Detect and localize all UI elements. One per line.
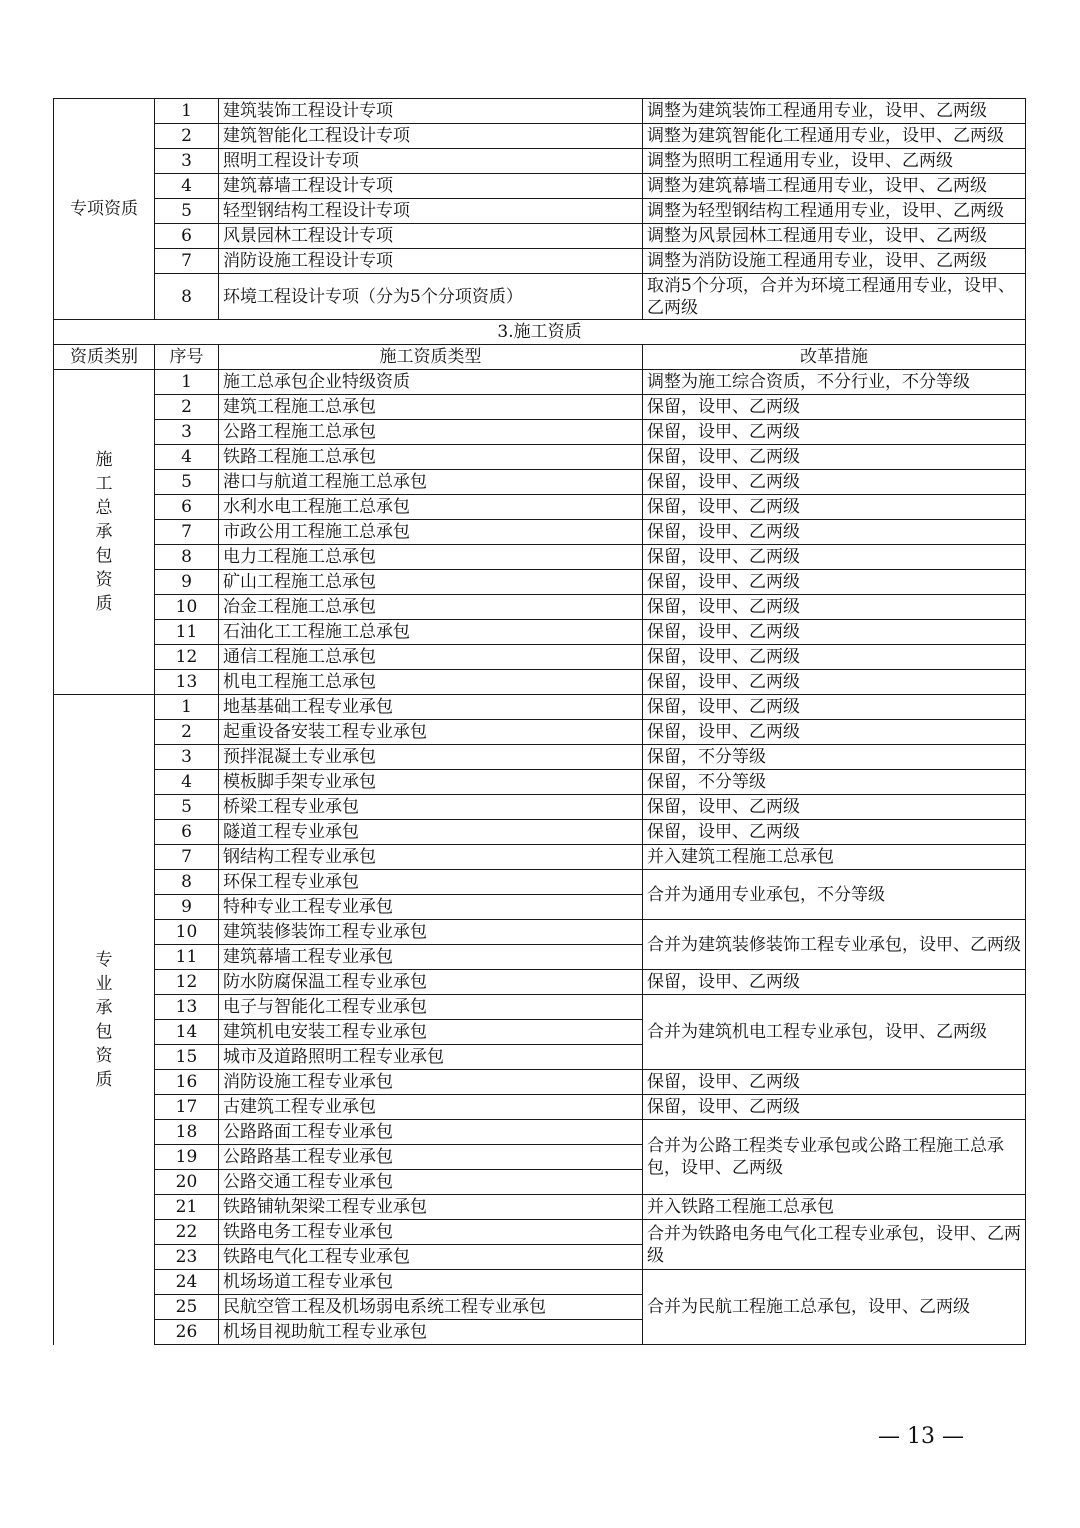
- category-cell: [54, 695, 155, 1345]
- table-row: [54, 870, 1026, 895]
- row-number: 12: [155, 645, 219, 670]
- reform-measure: 并入铁路工程施工总承包: [643, 1195, 1026, 1220]
- reform-measure: 保留，设甲、乙两级: [643, 970, 1026, 995]
- reform-measure: 合并为通用专业承包，不分等级: [643, 870, 1026, 920]
- category-cell: [54, 370, 155, 695]
- reform-measure: 保留，设甲、乙两级: [643, 570, 1026, 595]
- qualification-type: 水利水电工程施工总承包: [219, 495, 643, 520]
- row-number: 11: [155, 945, 219, 970]
- reform-measure: 取消5个分项，合并为环境工程通用专业，设甲、乙两级: [643, 274, 1026, 320]
- qualification-type: 桥梁工程专业承包: [219, 795, 643, 820]
- table-row: [54, 274, 1026, 320]
- reform-measure: 调整为消防设施工程通用专业，设甲、乙两级: [643, 249, 1026, 274]
- qualification-type: 建筑幕墙工程专业承包: [219, 945, 643, 970]
- table-row: [54, 249, 1026, 274]
- row-number: 1: [155, 370, 219, 395]
- table-row: [54, 570, 1026, 595]
- qualification-type: 冶金工程施工总承包: [219, 595, 643, 620]
- qualification-type: 地基基础工程专业承包: [219, 695, 643, 720]
- qualification-type: 民航空管工程及机场弱电系统工程专业承包: [219, 1295, 643, 1320]
- table-row: [54, 470, 1026, 495]
- header-row: [54, 345, 1026, 370]
- section-title: 3.施工资质: [54, 320, 1026, 345]
- row-number: 20: [155, 1170, 219, 1195]
- qualification-type: 机场目视助航工程专业承包: [219, 1320, 643, 1345]
- table-row: [54, 199, 1026, 224]
- reform-measure: 保留，设甲、乙两级: [643, 1070, 1026, 1095]
- row-number: 2: [155, 395, 219, 420]
- qualification-type: 钢结构工程专业承包: [219, 845, 643, 870]
- qualification-type: 铁路工程施工总承包: [219, 445, 643, 470]
- reform-measure: 保留，设甲、乙两级: [643, 470, 1026, 495]
- qualification-type: 防水防腐保温工程专业承包: [219, 970, 643, 995]
- section-title-row: [54, 320, 1026, 345]
- reform-measure: 调整为施工综合资质，不分行业，不分等级: [643, 370, 1026, 395]
- table-row: [54, 995, 1026, 1020]
- reform-measure: 保留，设甲、乙两级: [643, 545, 1026, 570]
- qualification-type: 消防设施工程专业承包: [219, 1070, 643, 1095]
- reform-measure: 合并为公路工程类专业承包或公路工程施工总承包，设甲、乙两级: [643, 1120, 1026, 1195]
- table-row: [54, 920, 1026, 945]
- row-number: 1: [155, 99, 219, 124]
- qualification-type: 建筑工程施工总承包: [219, 395, 643, 420]
- reform-measure: 保留，设甲、乙两级: [643, 645, 1026, 670]
- table-row: [54, 495, 1026, 520]
- table-row: [54, 670, 1026, 695]
- table-row: [54, 1220, 1026, 1245]
- table-row: [54, 99, 1026, 124]
- qualification-type: 模板脚手架专业承包: [219, 770, 643, 795]
- row-number: 17: [155, 1095, 219, 1120]
- row-number: 18: [155, 1120, 219, 1145]
- reform-measure: 保留，设甲、乙两级: [643, 695, 1026, 720]
- qualification-type: 环保工程专业承包: [219, 870, 643, 895]
- table-row: [54, 645, 1026, 670]
- table-row: [54, 795, 1026, 820]
- row-number: 5: [155, 795, 219, 820]
- reform-measure: 保留，设甲、乙两级: [643, 595, 1026, 620]
- table-row: [54, 174, 1026, 199]
- row-number: 7: [155, 520, 219, 545]
- reform-measure: 调整为建筑幕墙工程通用专业，设甲、乙两级: [643, 174, 1026, 199]
- table-row: [54, 1070, 1026, 1095]
- row-number: 7: [155, 249, 219, 274]
- qualification-type: 建筑机电安装工程专业承包: [219, 1020, 643, 1045]
- qualification-type: 起重设备安装工程专业承包: [219, 720, 643, 745]
- reform-measure: [643, 199, 1026, 224]
- qualification-type: 建筑智能化工程设计专项: [219, 124, 643, 149]
- qualification-type: 建筑装饰工程设计专项: [219, 99, 643, 124]
- row-number: 9: [155, 895, 219, 920]
- table-row: [54, 124, 1026, 149]
- row-number: 1: [155, 695, 219, 720]
- header-measure: 改革措施: [643, 345, 1026, 370]
- qualification-type: 公路路基工程专业承包: [219, 1145, 643, 1170]
- qualification-type: 通信工程施工总承包: [219, 645, 643, 670]
- qualification-type: 特种专业工程专业承包: [219, 895, 643, 920]
- qualification-type: 公路路面工程专业承包: [219, 1120, 643, 1145]
- header-category: 资质类别: [54, 345, 155, 370]
- qualification-type: 城市及道路照明工程专业承包: [219, 1045, 643, 1070]
- qualification-type: 铁路铺轨架梁工程专业承包: [219, 1195, 643, 1220]
- row-number: 5: [155, 199, 219, 224]
- reform-measure: 保留，设甲、乙两级: [643, 620, 1026, 645]
- header-type: 施工资质类型: [219, 345, 643, 370]
- table-row: [54, 695, 1026, 720]
- row-number: 6: [155, 820, 219, 845]
- table-row: [54, 1195, 1026, 1220]
- row-number: 6: [155, 224, 219, 249]
- row-number: 3: [155, 745, 219, 770]
- qualification-type: 铁路电务工程专业承包: [219, 1220, 643, 1245]
- reform-measure: 保留，设甲、乙两级: [643, 820, 1026, 845]
- qualification-type: 古建筑工程专业承包: [219, 1095, 643, 1120]
- qualification-type: 消防设施工程设计专项: [219, 249, 643, 274]
- row-number: 13: [155, 670, 219, 695]
- reform-measure: 调整为建筑装饰工程通用专业，设甲、乙两级: [643, 99, 1026, 124]
- row-number: 8: [155, 870, 219, 895]
- table-row: [54, 149, 1026, 174]
- row-number: 7: [155, 845, 219, 870]
- table-row: [54, 1095, 1026, 1120]
- table-body: [54, 99, 1026, 1345]
- reform-measure: 保留，设甲、乙两级: [643, 520, 1026, 545]
- table-row: [54, 720, 1026, 745]
- table-row: [54, 420, 1026, 445]
- category-label: 施工总承包资质: [95, 450, 113, 614]
- table-row: [54, 1270, 1026, 1295]
- reform-measure: 并入建筑工程施工总承包: [643, 845, 1026, 870]
- reform-measure: 保留，设甲、乙两级: [643, 795, 1026, 820]
- reform-measure: 合并为建筑机电工程专业承包，设甲、乙两级: [643, 995, 1026, 1070]
- table-row: [54, 620, 1026, 645]
- row-number: 8: [155, 545, 219, 570]
- qualification-type: 机场场道工程专业承包: [219, 1270, 643, 1295]
- row-number: 15: [155, 1045, 219, 1070]
- reform-measure: 保留，设甲、乙两级: [643, 495, 1026, 520]
- reform-measure-text: 调整为轻型钢结构工程通用专业，设甲、乙两级: [647, 202, 1004, 220]
- row-number: 22: [155, 1220, 219, 1245]
- qualification-type: 公路交通工程专业承包: [219, 1170, 643, 1195]
- reform-measure: [643, 124, 1026, 149]
- qualification-type: 电子与智能化工程专业承包: [219, 995, 643, 1020]
- row-number: 13: [155, 995, 219, 1020]
- reform-measure: 合并为民航工程施工总承包，设甲、乙两级: [643, 1270, 1026, 1345]
- qualification-type: 施工总承包企业特级资质: [219, 370, 643, 395]
- row-number: 23: [155, 1245, 219, 1270]
- row-number: 9: [155, 570, 219, 595]
- table-row: [54, 745, 1026, 770]
- row-number: 24: [155, 1270, 219, 1295]
- qualification-type: 建筑装修装饰工程专业承包: [219, 920, 643, 945]
- qualification-type: 机电工程施工总承包: [219, 670, 643, 695]
- page-number: — 13 —: [878, 1424, 964, 1449]
- row-number: 4: [155, 770, 219, 795]
- reform-measure: 合并为建筑装修装饰工程专业承包，设甲、乙两级: [643, 920, 1026, 970]
- qualification-type: 轻型钢结构工程设计专项: [219, 199, 643, 224]
- row-number: 2: [155, 720, 219, 745]
- reform-measure: 调整为照明工程通用专业，设甲、乙两级: [643, 149, 1026, 174]
- qualification-type: 建筑幕墙工程设计专项: [219, 174, 643, 199]
- reform-measure: 保留，不分等级: [643, 745, 1026, 770]
- qualification-type: 铁路电气化工程专业承包: [219, 1245, 643, 1270]
- row-number: 6: [155, 495, 219, 520]
- table-row: [54, 770, 1026, 795]
- reform-measure: 保留，设甲、乙两级: [643, 1095, 1026, 1120]
- qualification-type: 环境工程设计专项（分为5个分项资质）: [219, 274, 643, 320]
- row-number: 16: [155, 1070, 219, 1095]
- table-row: [54, 845, 1026, 870]
- row-number: 19: [155, 1145, 219, 1170]
- table-row: [54, 445, 1026, 470]
- qualification-type: 市政公用工程施工总承包: [219, 520, 643, 545]
- category-cell: 专项资质: [54, 99, 155, 320]
- row-number: 4: [155, 445, 219, 470]
- row-number: 5: [155, 470, 219, 495]
- table-row: [54, 545, 1026, 570]
- row-number: 11: [155, 620, 219, 645]
- table-row: [54, 820, 1026, 845]
- qualification-type: 隧道工程专业承包: [219, 820, 643, 845]
- row-number: 21: [155, 1195, 219, 1220]
- table-row: [54, 520, 1026, 545]
- reform-measure: 保留，不分等级: [643, 770, 1026, 795]
- row-number: 8: [155, 274, 219, 320]
- reform-measure: 保留，设甲、乙两级: [643, 395, 1026, 420]
- reform-measure-text: 调整为建筑智能化工程通用专业，设甲、乙两级: [647, 127, 1004, 145]
- qualification-type: 石油化工工程施工总承包: [219, 620, 643, 645]
- row-number: 4: [155, 174, 219, 199]
- qualification-type: 电力工程施工总承包: [219, 545, 643, 570]
- table-row: [54, 224, 1026, 249]
- reform-measure: 保留，设甲、乙两级: [643, 420, 1026, 445]
- row-number: 10: [155, 595, 219, 620]
- row-number: 25: [155, 1295, 219, 1320]
- row-number: 3: [155, 149, 219, 174]
- table-row: [54, 1120, 1026, 1145]
- row-number: 26: [155, 1320, 219, 1345]
- qualification-type: 预拌混凝土专业承包: [219, 745, 643, 770]
- qualification-type: 矿山工程施工总承包: [219, 570, 643, 595]
- reform-measure: 调整为风景园林工程通用专业，设甲、乙两级: [643, 224, 1026, 249]
- row-number: 12: [155, 970, 219, 995]
- table-row: [54, 395, 1026, 420]
- reform-measure: 保留，设甲、乙两级: [643, 670, 1026, 695]
- row-number: 2: [155, 124, 219, 149]
- qualification-type: 照明工程设计专项: [219, 149, 643, 174]
- qualification-table: [53, 98, 1026, 1345]
- table-row: [54, 595, 1026, 620]
- reform-measure: 合并为铁路电务电气化工程专业承包，设甲、乙两级: [643, 1220, 1026, 1270]
- category-label: 专业承包资质: [95, 949, 113, 1090]
- table-row: [54, 970, 1026, 995]
- row-number: 14: [155, 1020, 219, 1045]
- table-row: [54, 370, 1026, 395]
- qualification-type: 风景园林工程设计专项: [219, 224, 643, 249]
- reform-measure: 保留，设甲、乙两级: [643, 720, 1026, 745]
- row-number: 3: [155, 420, 219, 445]
- qualification-type: 公路工程施工总承包: [219, 420, 643, 445]
- qualification-type: 港口与航道工程施工总承包: [219, 470, 643, 495]
- row-number: 10: [155, 920, 219, 945]
- header-number: 序号: [155, 345, 219, 370]
- reform-measure: 保留，设甲、乙两级: [643, 445, 1026, 470]
